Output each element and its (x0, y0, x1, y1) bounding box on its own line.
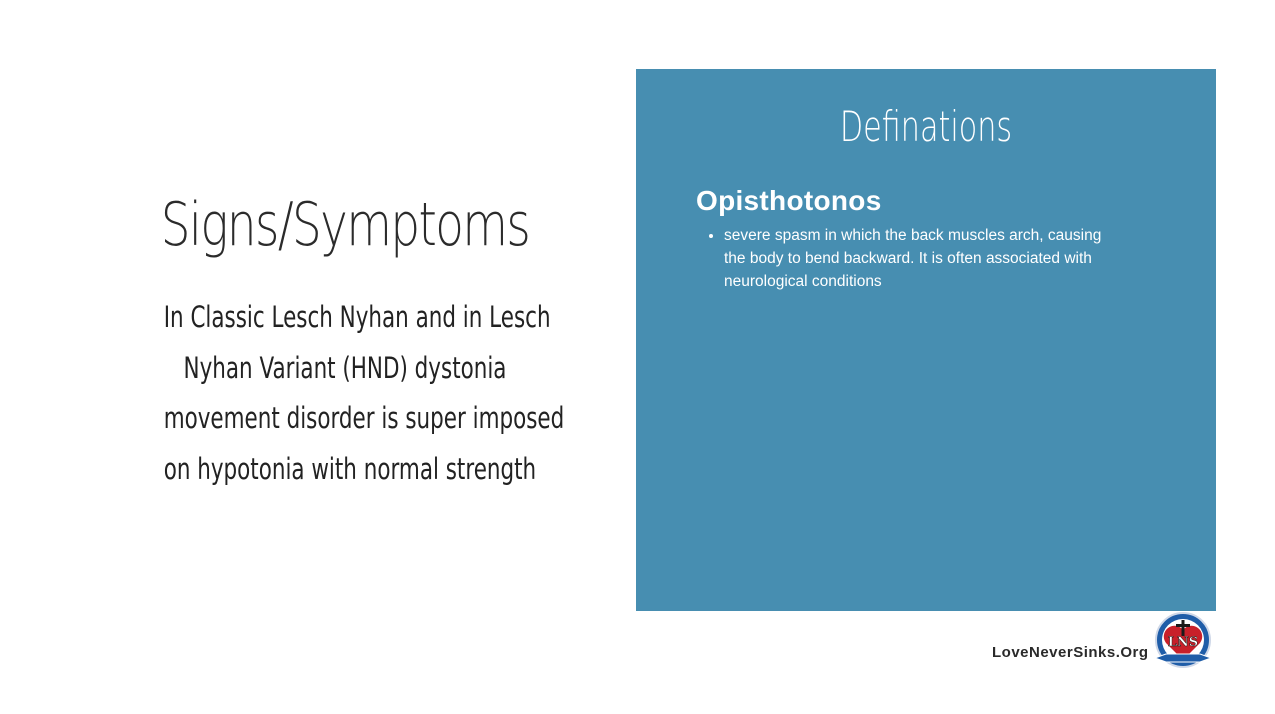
panel-title: Definations (839, 102, 1013, 151)
slide-title: Signs/Symptoms (160, 190, 530, 260)
body-line: In Classic Lesch Nyhan and in Lesch (163, 300, 551, 334)
definition-text: • severe spasm in which the back muscles arch, causing the body to bend backward. It is often associated with neurological conditions (724, 224, 1124, 293)
body-line: on hypotonia with normal strength (163, 451, 537, 486)
slide-body-text (100, 292, 590, 494)
definition-list (706, 224, 1124, 293)
svg-text:LNS: LNS (1167, 635, 1199, 650)
lns-logo-icon (1152, 612, 1214, 672)
definitions-panel (636, 69, 1216, 611)
org-name: LoveNeverSinks.Org (992, 644, 1149, 661)
body-line: movement disorder is super imposed (163, 401, 565, 435)
definition-term: Opisthotonos (696, 185, 882, 216)
body-line: Nyhan Variant (HND) dystonia (183, 350, 507, 385)
